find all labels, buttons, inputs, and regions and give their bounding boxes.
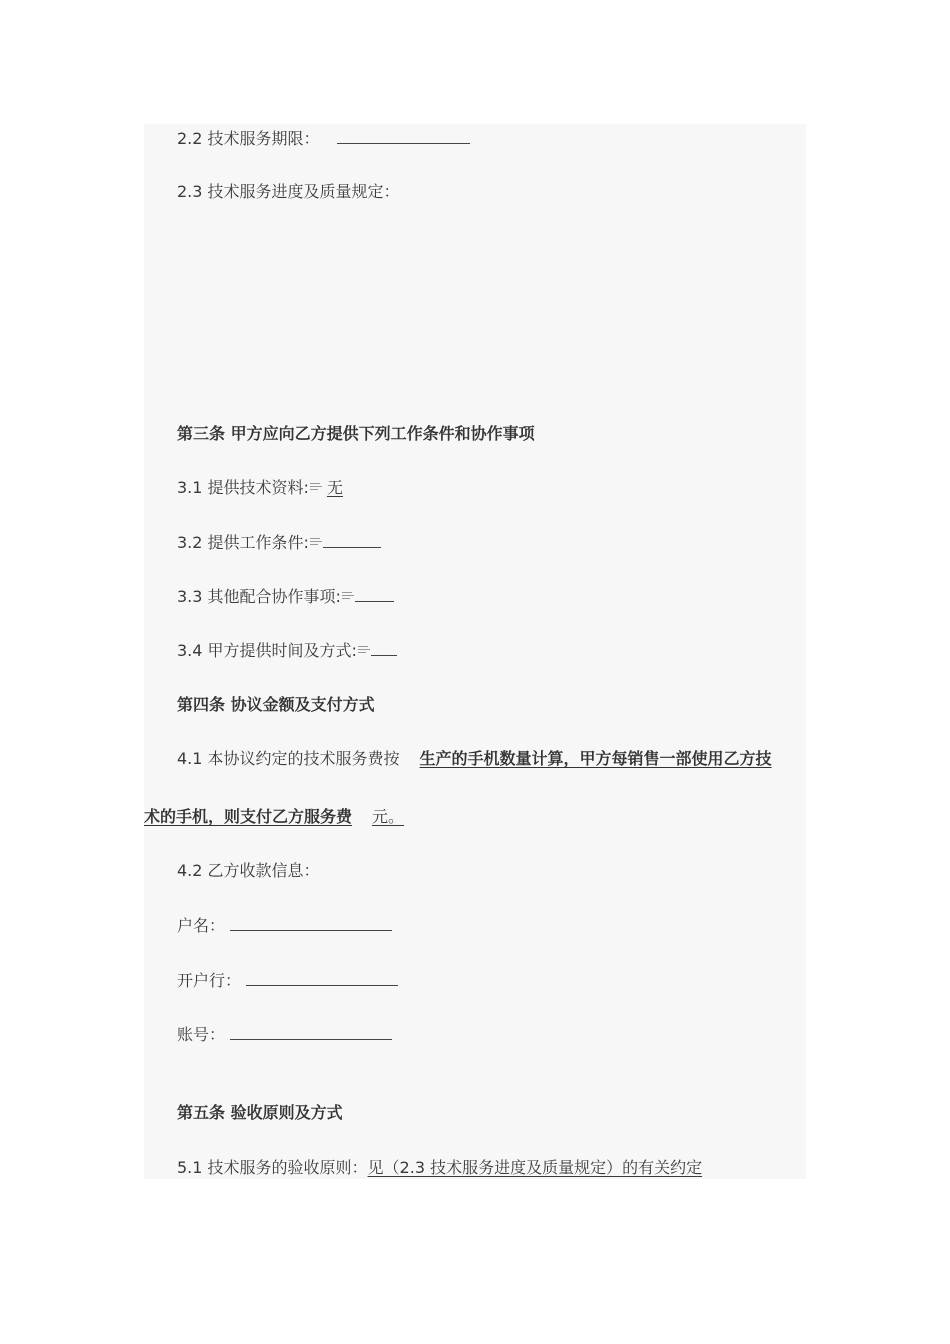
comment-marker-icon — [310, 538, 322, 546]
clause-3-2-label: 3.2 提供工作条件: — [177, 533, 309, 552]
clause-3-1-label: 3.1 提供技术资料: — [177, 478, 309, 497]
clause-4-1-prefix: 4.1 本协议约定的技术服务费按 — [177, 749, 400, 768]
clause-3-3-label: 3.3 其他配合协作事项: — [177, 587, 341, 606]
clause-3-4-blank[interactable] — [371, 639, 397, 656]
clause-2-3: 2.3 技术服务进度及质量规定： — [177, 182, 400, 201]
article-3-title: 第三条 甲方应向乙方提供下列工作条件和协作事项 — [177, 424, 535, 443]
service-period-blank[interactable] — [337, 127, 470, 144]
clause-3-3 — [177, 585, 394, 608]
clause-5-1-label: 5.1 技术服务的验收原则： — [177, 1158, 368, 1177]
clause-3-4 — [177, 639, 397, 662]
clause-4-1-fee-basis-cont: 术的手机，则支付乙方服务费 — [144, 807, 353, 826]
clause-2-2-label: 2.2 技术服务期限： — [177, 129, 320, 148]
clause-3-1-value[interactable]: 无 — [326, 478, 343, 497]
clause-3-1 — [177, 477, 387, 499]
account-name-row — [177, 914, 392, 937]
comment-marker-icon — [310, 483, 322, 491]
clause-3-2 — [177, 531, 381, 554]
clause-4-1-fee-basis: 生产的手机数量计算，甲方每销售一部使用乙方技 — [419, 749, 772, 768]
bank-label: 开户行： — [177, 971, 242, 990]
clause-4-2: 4.2 乙方收款信息： — [177, 861, 320, 880]
clause-3-4-label: 3.4 甲方提供时间及方式: — [177, 641, 357, 660]
account-number-row — [177, 1023, 392, 1046]
article-5-title: 第五条 验收原则及方式 — [177, 1103, 343, 1122]
bank-blank[interactable] — [246, 969, 398, 986]
clause-3-3-blank[interactable] — [355, 585, 394, 602]
clause-4-1-line2 — [144, 806, 410, 828]
account-number-blank[interactable] — [230, 1023, 392, 1040]
clause-2-2 — [177, 127, 470, 150]
clause-4-1-unit[interactable]: 元。 — [372, 807, 405, 826]
bank-row — [177, 969, 398, 992]
article-4-title: 第四条 协议金额及支付方式 — [177, 695, 375, 714]
clause-5-1 — [177, 1157, 702, 1179]
comment-marker-icon — [358, 646, 370, 654]
clause-4-1-line1 — [177, 748, 772, 770]
account-name-label: 户名： — [177, 916, 226, 935]
clause-3-2-blank[interactable] — [323, 531, 381, 548]
clause-5-1-value: 见（2.3 技术服务进度及质量规定）的有关约定 — [367, 1158, 703, 1177]
comment-marker-icon — [342, 592, 354, 600]
account-name-blank[interactable] — [230, 914, 392, 931]
account-number-label: 账号： — [177, 1025, 226, 1044]
